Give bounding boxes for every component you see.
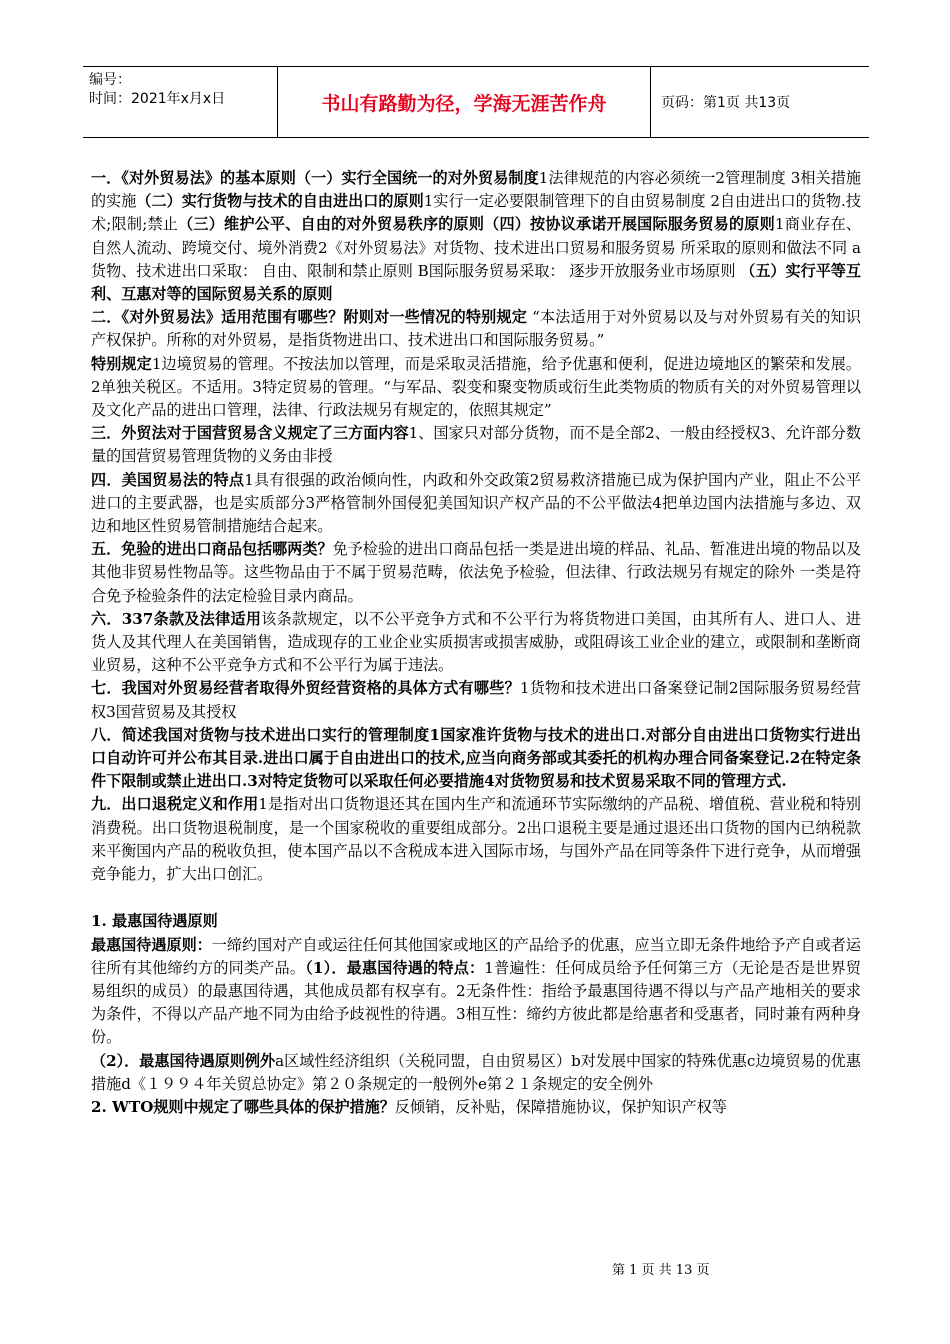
paragraph-4: 四．美国贸易法的特点1具有很强的政治倾向性，内政和外交政策2贸易救济措施已成为保护国内产业，阻止不公平进口的主要武器，也是实质部分3严格管制外国侵犯美国知识产权产品的不公平做法4把单边国内法措施与多边、双边和地区性贸易管制措施结合起来。 [91,470,861,536]
page-info: 页码：第1页 共13页 [661,95,791,111]
page-footer: 第 1 页 共 13 页 [612,1263,710,1278]
paragraph-5: 五．免验的进出口商品包括哪两类？免予检验的进出口商品包括一类是进出境的样品、礼品、暂准进出境的物品以及其他非贸易性物品等。这些物品由于不属于贸易范畴，依法免予检验，但法律、行政法规另有规定的除外 一类是符合免予检验条件的法定检验目录内商品。 [91,540,861,605]
paragraph-8: 八．简述我国对货物与技术进出口实行的管理制度1国家准许货物与技术的进出口.对部分自由进出口货物实行进出口自动许可并公布其目录.进出口属于自由进出口的技术,应当向商务部或其委托的机构办理合同备案登记.2在特定条件下限制或禁止进出口.3对特定货物可以采取任何必要措施4对货物贸易和技术贸易采取不同的管理方式. [91,725,861,791]
paragraph-special: 特别规定1边境贸易的管理。不按法加以管理，而是采取灵活措施，给予优惠和便利，促进边境地区的繁荣和发展。2单独关税区。不适用。3特定贸易的管理。“与军品、裂变和聚变物质或衍生此类物质的物质有关的对外贸易管理以及文化产品的进出口管理，法律、行政法规另有规定的，依照其规定” [91,354,861,420]
paragraph-3: 三．外贸法对于国营贸易含义规定了三方面内容1、国家只对部分货物，而不是全部2、一般由经授权3、允许部分数量的国营贸易管理货物的义务由非授 [91,424,861,466]
time-label: 时间：2021年x月x日 [89,91,226,107]
mfn-paragraph: 最惠国待遇原则：一缔约国对产自或运往任何其他国家或地区的产品给予的优惠，应当立即无条件地给予产自或者运往所有其他缔约方的同类产品。（1）．最惠国待遇的特点：1普遍性：任何成员给予任何第三方（无论是否是世界贸易组织的成员）的最惠国待遇，其他成员都有权享有。2无条件性：指给予最惠国待遇不得以与产品产地相关的要求为条件，不得以产品产地不同为由给予歧视性的待遇。3相互性：缔约方彼此都是给惠者和受惠者，同时兼有两种身份。 [91,935,861,1047]
motto: 书山有路勤为径，学海无涯苦作舟 [278,67,651,137]
paragraph-9: 九．出口退税定义和作用1是指对出口货物退还其在国内生产和流通环节实际缴纳的产品税、增值税、营业税和特别消费税。出口货物退税制度，是一个国家税收的重要组成部分。2出口退税主要是通过退还出口货物的国内已纳税款来平衡国内产品的税收负担，使本国产品以不含税成本进入国际市场，与国外产品在同等条件下进行竞争，从而增强竞争能力，扩大出口创汇。 [91,795,861,884]
mfn-exceptions: （2）．最惠国待遇原则例外a区域性经济组织（关税同盟，自由贸易区）b对发展中国家的特殊优惠c边境贸易的优惠措施d《１９９４年关贸总协定》第２０条规定的一般例外e第２１条规定的安全例外 [91,1051,862,1093]
paragraph-7: 七．我国对外贸易经营者取得外贸经营资格的具体方式有哪些？1货物和技术进出口备案登记制2国际服务贸易经营权3国营贸易及其授权 [91,679,861,721]
section-heading: 1. 最惠国待遇原则 [91,912,218,931]
paragraph-6: 六．337条款及法律适用该条款规定，以不公平竞争方式和不公平行为将货物进口美国，由其所有人、进口人、进货人及其代理人在美国销售，造成现存的工业企业实质损害或损害威胁，或阻碍该工业企业的建立，或限制和垄断商业贸易，这种不公平竞争方式和不公平行为属于违法。 [91,609,861,675]
header-meta [83,67,278,137]
spacer [91,886,861,910]
paragraph-1: 一．《对外贸易法》的基本原则（一）实行全国统一的对外贸易制度1法律规范的内容必须统一2管理制度 3相关措施的实施（二）实行货物与技术的自由进出口的原则1实行一定必要限制管理下的自由贸易制度 2自由进出口的货物.技术;限制;禁止（三）维护公平、自由的对外贸易秩序的原则（四）按协议承诺开展国际服务贸易的原则1商业存在、自然人流动、跨境交付、境外消费2《对外贸易法》对货物、技术进出口贸易和服务贸易 所采取的原则和做法不同 a货物、技术进出口采取： 自由、限制和禁止原则 B国际服务贸易采取： 逐步开放服务业市场原则 （五）实行平等互利、互惠对等的国际贸易关系的原则 [91,169,862,304]
serial-label: 编号： [89,72,131,88]
document-body [91,167,861,1119]
header-table [83,66,869,138]
paragraph-2: 二．《对外贸易法》适用范围有哪些？附则对一些情况的特别规定 “本法适用于对外贸易以及与对外贸易有关的知识产权保护。所称的对外贸易，是指货物进出口、技术进出口和国际服务贸易。” [91,308,862,350]
wto-protection: 2. WTO规则中规定了哪些具体的保护措施？反倾销，反补贴，保障措施协议，保护知识产权等 [91,1097,727,1116]
